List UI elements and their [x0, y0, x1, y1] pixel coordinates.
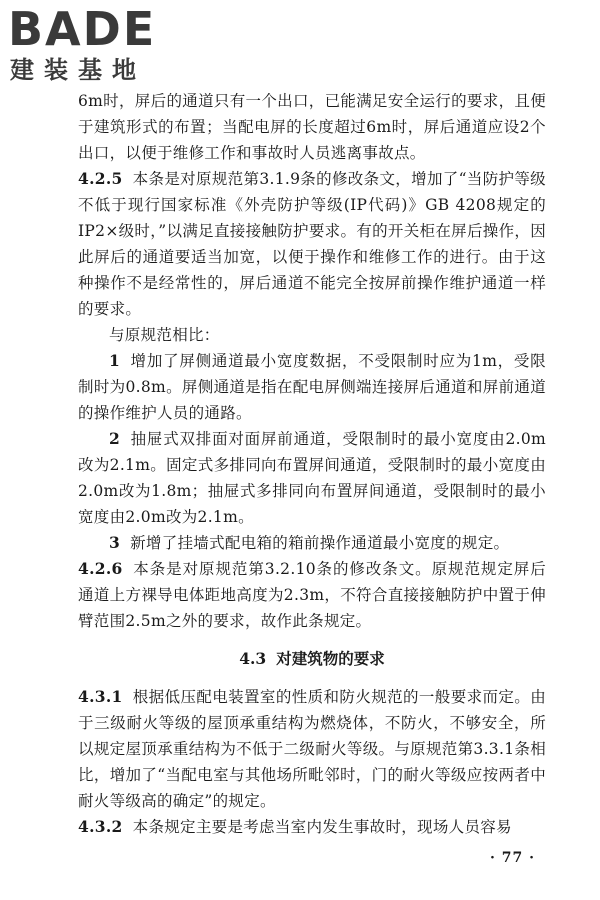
clause-number: 4.3.2 [78, 817, 123, 836]
paragraph [78, 166, 546, 322]
bade-logo [8, 4, 178, 90]
paragraph [78, 322, 546, 348]
clause-number: 4.2.5 [78, 169, 123, 188]
section-heading [78, 646, 546, 672]
paragraph-text: 6m时，屏后的通道只有一个出口，已能满足安全运行的要求，且便于建筑形式的布置；当配电屏的长度超过6m时，屏后通道应设2个出口，以便于维修工作和事故时人员逃离事故点。 [78, 92, 546, 162]
paragraph [78, 814, 546, 840]
paragraph [78, 348, 546, 426]
clause-number: 2 [109, 429, 121, 448]
logo-tagline: 建装基地 [10, 56, 146, 84]
clause-number: 1 [109, 351, 121, 370]
paragraph-text: 根据低压配电装置室的性质和防火规范的一般要求而定。由于三级耐火等级的屋顶承重结构为燃烧体，不防火，不够安全，所以规定屋顶承重结构为不低于二级耐火等级。与原规范第3.3.1条相比，增加了“当配电室与其他场所毗邻时，门的耐火等级应按两者中耐火等级高的确定”的规定。 [78, 688, 546, 810]
paragraph-text: 新增了挂墙式配电箱的箱前操作通道最小宽度的规定。 [130, 534, 510, 552]
section-title: 对建筑物的要求 [276, 649, 385, 668]
paragraph-text: 增加了屏侧通道最小宽度数据，不受限制时应为1m，受限制时为0.8m。屏侧通道是指在配电屏侧端连接屏后通道和屏前通道的操作维护人员的通路。 [78, 352, 546, 422]
paragraph [78, 426, 546, 530]
paragraph-text: 本条是对原规范第3.2.10条的修改条文。原规范规定屏后通道上方裸导电体距地高度为2.3m，不符合直接接触防护中置于伸臂范围2.5m之外的要求，故作此条规定。 [78, 560, 546, 630]
clause-number: 3 [109, 533, 121, 552]
paragraph [78, 556, 546, 634]
section-number: 4.3 [239, 649, 267, 668]
clause-number: 4.2.6 [78, 559, 123, 578]
paragraph [78, 88, 546, 166]
paragraph-group [78, 684, 546, 840]
paragraph-text: 本条规定主要是考虑当室内发生事故时，现场人员容易 [132, 818, 512, 836]
paragraph-text: 抽屉式双排面对面屏前通道，受限制时的最小宽度由2.0m改为2.1m。固定式多排同向布置屏间通道，受限制时的最小宽度由2.0m改为1.8m；抽屉式多排同向布置屏间通道，受限制时的最小宽度由2.0m改为2.1m。 [78, 430, 546, 526]
page-number: · 77 · [490, 850, 535, 866]
paragraph [78, 530, 546, 556]
paragraph-group [78, 88, 546, 634]
paragraph-text: 本条是对原规范第3.1.9条的修改条文，增加了“当防护等级不低于现行国家标准《外壳防护等级(IP代码)》GB 4208规定的IP2×级时，”以满足直接接触防护要求。有的开关柜在屏后操作，因此屏后的通道要适当加宽，以便于操作和维修工作的进行。由于这种操作不是经常性的，屏后通道不能完全按屏前操作维护通道一样的要求。 [78, 170, 546, 318]
paragraph [78, 684, 546, 814]
paragraph-text: 与原规范相比： [109, 326, 220, 344]
document-body [78, 88, 546, 840]
logo-brand: BADE [8, 2, 157, 56]
clause-number: 4.3.1 [78, 687, 123, 706]
